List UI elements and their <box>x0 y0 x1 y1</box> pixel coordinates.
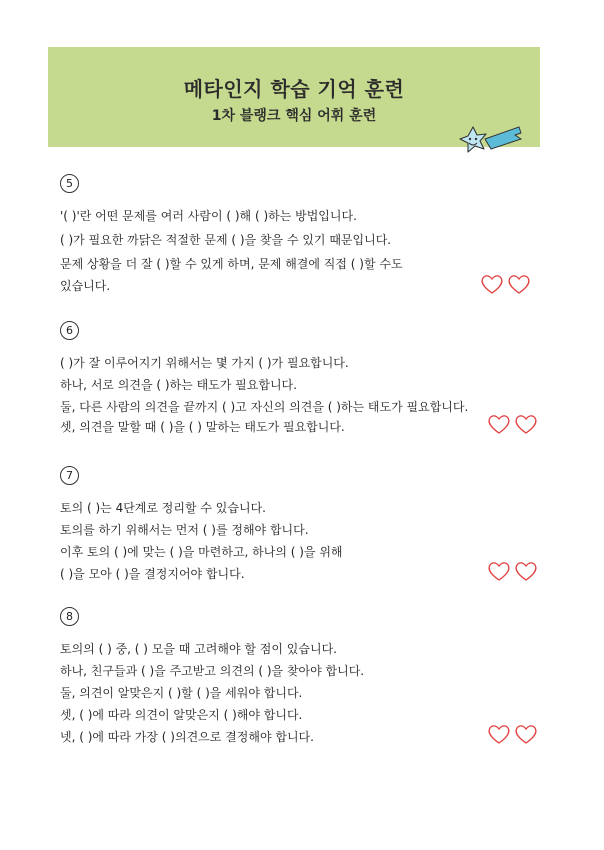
heart-icon <box>482 276 502 293</box>
sentence-line: ( )가 필요한 까닭은 적절한 문제 ( )을 찾을 수 있기 때문입니다. <box>60 233 392 247</box>
sentence-line: 둘, 의견이 알맞은지 ( )할 ( )을 세워야 합니다. <box>60 686 303 700</box>
star-mascot-icon <box>455 121 527 165</box>
sentence-line: 토의 ( )는 4단계로 정리할 수 있습니다. <box>60 501 266 515</box>
page-title: 메타인지 학습 기억 훈련 <box>183 77 405 101</box>
section-number: 5 <box>60 174 79 193</box>
hearts-icon <box>480 273 532 295</box>
heart-icon <box>489 563 509 580</box>
sentence-line: 토의의 ( ) 중, ( ) 모을 때 고려해야 할 점이 있습니다. <box>60 642 337 656</box>
heart-icon <box>516 726 536 743</box>
section-number: 7 <box>60 466 79 485</box>
sentence-line: 있습니다. <box>60 279 111 293</box>
sentence-line: 하나, 친구들과 ( )을 주고받고 의견의 ( )을 찾아야 합니다. <box>60 664 365 678</box>
sentence-line: '( )'란 어떤 문제를 여러 사람이 ( )해 ( )하는 방법입니다. <box>60 209 357 223</box>
section-8 <box>60 607 540 747</box>
sentence-line: 셋, 의견을 말할 때 ( )을 ( ) 말하는 태도가 필요합니다. <box>60 420 345 434</box>
page-subtitle: 1차 블랭크 핵심 어휘 훈련 <box>211 108 377 124</box>
sentence-line: 셋, ( )에 따라 의견이 알맞은지 ( )해야 합니다. <box>60 708 303 722</box>
hearts-icon <box>487 560 539 582</box>
section-6 <box>60 321 540 441</box>
sentence-line: 토의를 하기 위해서는 먼저 ( )를 정해야 합니다. <box>60 523 309 537</box>
section-number: 6 <box>60 321 79 340</box>
sentence-line: 넷, ( )에 따라 가장 ( )의견으로 결정해야 합니다. <box>60 730 314 744</box>
heart-icon <box>509 276 529 293</box>
heart-icon <box>516 416 536 433</box>
heart-icon <box>489 416 509 433</box>
section-5 <box>60 174 540 294</box>
sentence-line: 둘, 다른 사람의 의견을 끝까지 ( )고 자신의 의견을 ( )하는 태도가 필요합니다. <box>60 400 469 414</box>
hearts-icon <box>487 413 539 435</box>
section-number: 8 <box>60 607 79 626</box>
sentence-line: ( )을 모아 ( )을 결정지어야 합니다. <box>60 567 245 581</box>
sentence-line: ( )가 잘 이루어지기 위해서는 몇 가지 ( )가 필요합니다. <box>60 356 349 370</box>
hearts-icon <box>487 723 539 745</box>
heart-icon <box>516 563 536 580</box>
sentence-line: 하나, 서로 의견을 ( )하는 태도가 필요합니다. <box>60 378 297 392</box>
sentence-line: 문제 상황을 더 잘 ( )할 수 있게 하며, 문제 해결에 직접 ( )할 수도 <box>60 257 403 271</box>
section-7 <box>60 466 540 586</box>
sentence-line: 이후 토의 ( )에 맞는 ( )을 마련하고, 하나의 ( )을 위해 <box>60 545 343 559</box>
heart-icon <box>489 726 509 743</box>
